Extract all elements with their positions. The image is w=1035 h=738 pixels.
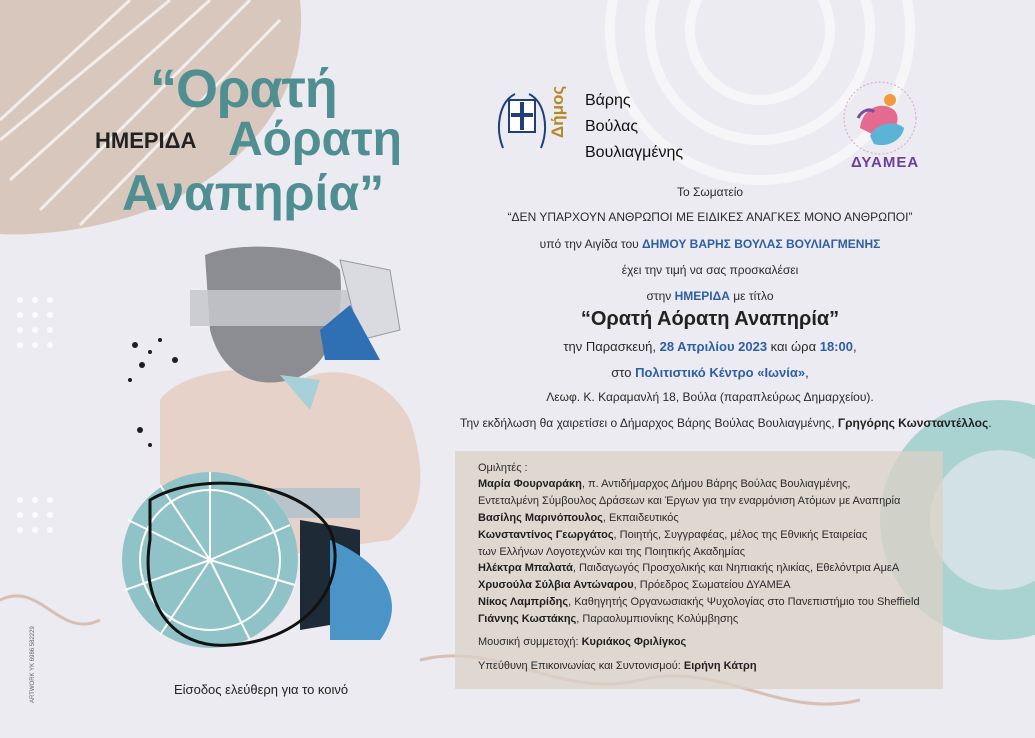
event-title: “Ορατή Αόρατη Αναπηρία” <box>580 308 840 330</box>
event-venue: στο Πολιτιστικό Κέντρο «Ιωνία», <box>611 365 809 380</box>
municipality-line: Βάρης <box>585 92 631 109</box>
speaker-item: Βασίλης Μαρινόπουλος, Εκπαιδευτικός <box>478 512 679 524</box>
dot-pattern-left <box>17 297 53 533</box>
mayor-greeting: Την εκδήλωση θα χαιρετίσει ο Δήμαρχος Βάρης Βούλας Βουλιαγμένης, Γρηγόρης Κωνσταντέλλος. <box>460 416 992 430</box>
music-credit: Μουσική συμμετοχή: Κυριάκος Φριλίγκος <box>478 636 687 648</box>
speaker-item: Χρυσούλα Σύλβια Αντώναρου, Πρόεδρος Σωματείου ΔΥΑΜΕΑ <box>478 579 791 591</box>
speaker-item: Νίκος Λαμπρίδης, Καθηγητής Οργανωσιακής Ψυχολογίας στο Πανεπιστήμιο του Sheffield <box>478 596 920 608</box>
title-line1: “Ορατή <box>150 59 337 119</box>
free-entry-note: Είσοδος ελεύθερη για το κοινό <box>174 682 349 697</box>
municipality-name <box>585 88 683 166</box>
artwork-code: ARTWORK YK 6986 582229 <box>30 626 36 703</box>
invitation-line: Το Σωματείο <box>676 185 744 199</box>
dyamea-logo-icon <box>832 78 928 164</box>
speaker-item: Κωνσταντίνος Γεωργάτος, Ποιητής, Συγγραφέας, μέλος της Εθνικής Εταιρείας <box>478 529 868 541</box>
speaker-item: των Ελλήνων Λογοτεχνών και της Ποιητικής Ακαδημίας <box>478 546 745 558</box>
title-line2: Αόρατη <box>228 113 402 166</box>
dyamea-name: ΔΥΑΜΕΑ <box>851 154 920 171</box>
title-line3: Αναπηρία” <box>122 165 385 221</box>
municipality-line: Βούλας <box>585 118 639 135</box>
event-address: Λεωφ. Κ. Καραμανλή 18, Βούλα (παραπλεύρως Δημαρχείου). <box>546 390 874 404</box>
speaker-item: Γιάννης Κωστάκης, Παραολυμπιονίκης Κολύμβησης <box>478 613 739 625</box>
title-prefix: ΗΜΕΡΙΔΑ <box>95 128 197 153</box>
invitation-line: στην ΗΜΕΡΙΔΑ με τίτλο <box>646 289 774 303</box>
municipality-line: Βουλιαγμένης <box>585 144 684 161</box>
association-name: “ΔΕΝ ΥΠΑΡΧΟΥΝ ΑΝΘΡΩΠΟΙ ΜΕ ΕΙΔΙΚΕΣ ΑΝΑΓΚΕΣ ΜΟΝΟ ΑΝΘΡΩΠΟΙ” <box>507 210 913 224</box>
contact-credit: Υπεύθυνη Επικοινωνίας και Συντονισμού: Ειρήνη Κάτρη <box>478 660 757 672</box>
speaker-item: Εντεταλμένη Σύμβουλος Δράσεων και Έργων για την εναρμόνιση Ατόμων με Αναπηρία <box>478 495 901 507</box>
invitation-line: υπό την Αιγίδα του ΔΗΜΟΥ ΒΑΡΗΣ ΒΟΥΛΑΣ ΒΟΥΛΙΑΓΜΕΝΗΣ <box>539 237 881 251</box>
speaker-item: Ηλέκτρα Μπαλατά, Παιδαγωγός Προσχολικής και Νηπιακής ηλικίας, Εθελόντρια ΑμεΑ <box>478 562 900 574</box>
collage-figure <box>122 247 420 648</box>
event-date: την Παρασκευή, 28 Απριλίου 2023 και ώρα 18:00, <box>563 339 857 354</box>
invitation-line: έχει την τιμή να σας προσκαλέσει <box>621 263 799 277</box>
speakers-heading: Ομιλητές : <box>478 462 528 474</box>
speaker-item: Μαρία Φουρναράκη, π. Αντιδήμαρχος Δήμου Βάρης Βούλας Βουλιαγμένης, <box>478 478 851 490</box>
municipality-word: Δήμος <box>548 85 567 138</box>
